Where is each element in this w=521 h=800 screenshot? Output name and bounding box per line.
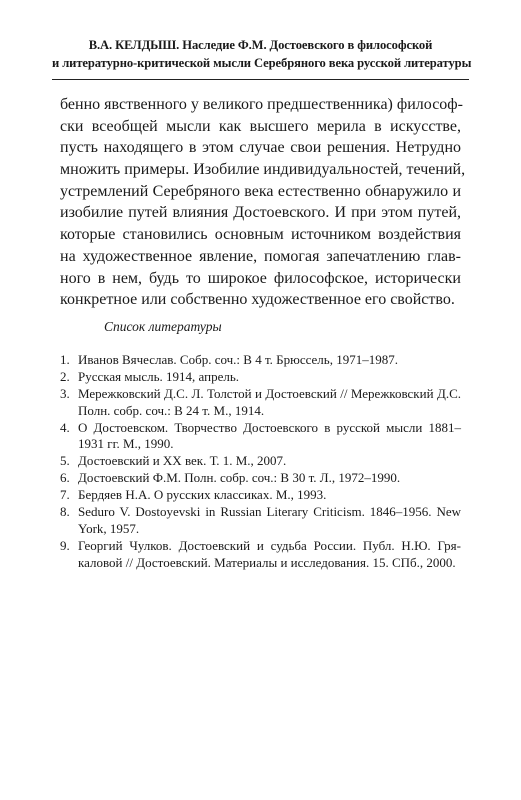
body-line: бенно явственного у великого предшественника) философ- [60, 96, 463, 113]
bibliography-item-text: Мережковский Д.С. Л. Толстой и Достоевский // Мережковский Д.С. [78, 385, 461, 401]
bibliography-item [60, 420, 461, 454]
bibliography-item-number: 3. [60, 385, 70, 401]
bibliography-item-text: Полн. собр. соч.: В 24 т. М., 1914. [78, 402, 265, 418]
bibliography-item [60, 538, 461, 572]
bibliography-item-text: каловой // Достоевский. Материалы и исследования. 15. СПб., 2000. [78, 554, 456, 570]
bibliography-item-text: Бердяев Н.А. О русских классиках. М., 1993. [78, 487, 327, 503]
bibliography-item-number: 6. [60, 470, 70, 486]
bibliography-item-text: О Достоевском. Творчество Достоевского в русской мысли 1881– [78, 419, 461, 435]
body-line: пусть находящего в этом случае свои решения. Нетрудно [60, 139, 461, 157]
running-header [52, 36, 472, 72]
bibliography-item [60, 504, 461, 538]
bibliography-item-number: 1. [60, 352, 70, 367]
running-header-line-1: В.А. КЕЛДЫШ. Наследие Ф.М. Достоевского в философской [88, 38, 433, 52]
bibliography-item-text: Достоевский и XX век. Т. 1. М., 2007. [78, 453, 287, 469]
running-header-line-2: и литературно-критической мысли Серебряного века русской литературы [52, 56, 472, 70]
bibliography-item-text: Достоевский Ф.М. Полн. собр. соч.: В 30 т. Л., 1972–1990. [78, 470, 401, 486]
body-line: которые становились основным источником воздействия [60, 226, 461, 244]
body-line: на художественное явление, помогая запечатлению глав- [60, 247, 461, 265]
bibliography-item-text: Seduro V. Dostoyevski in Russian Literary Criticism. 1846–1956. New [78, 504, 461, 520]
body-line: ного в нем, будь то широкое философское, исторически [60, 269, 461, 287]
bibliography-item-text: Георгий Чулков. Достоевский и судьба России. Публ. Н.Ю. Гря- [78, 537, 461, 553]
bibliography-item-number: 8. [60, 504, 70, 520]
bibliography-item-text: 1931 гг. М., 1990. [78, 436, 174, 452]
header-divider [52, 79, 469, 80]
bibliography-item-text: Иванов Вячеслав. Собр. соч.: В 4 т. Брюссель, 1971–1987. [78, 352, 398, 367]
bibliography-list [60, 352, 461, 572]
body-paragraph [60, 94, 466, 311]
body-line: изобилие путей влияния Достоевского. И при этом путей, [60, 204, 461, 222]
body-line: множить примеры. Изобилие индивидуальностей, течений, [60, 161, 466, 179]
body-line: ски всеобщей мысли как высшего мерила в искусстве, [60, 117, 461, 135]
bibliography-item [60, 470, 461, 487]
bibliography-item [60, 487, 461, 504]
bibliography-item [60, 352, 461, 369]
bibliography-item [60, 369, 461, 386]
bibliography-title: Список литературы [104, 319, 222, 334]
bibliography-item-number: 5. [60, 453, 70, 469]
bibliography-item [60, 386, 461, 420]
bibliography-item-text: Русская мысль. 1914, апрель. [78, 368, 240, 384]
body-line: конкретное или собственно художественное его свойство. [60, 291, 455, 309]
bibliography-item-number: 2. [60, 368, 70, 384]
bibliography-item-text: York, 1957. [78, 520, 140, 536]
bibliography-item [60, 453, 461, 470]
body-line: устремлений Серебряного века естественно обнаружило и [60, 182, 461, 200]
bibliography-item-number: 7. [60, 487, 70, 503]
bibliography-item-number: 9. [60, 537, 70, 553]
bibliography-item-number: 4. [60, 419, 70, 435]
